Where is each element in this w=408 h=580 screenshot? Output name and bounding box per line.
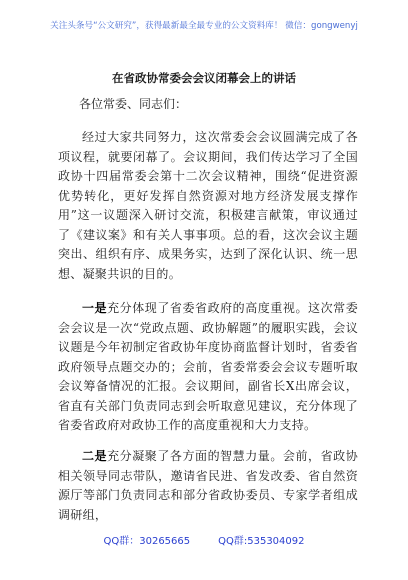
footer-contact: [0, 535, 408, 549]
paragraph-2: [58, 299, 358, 436]
paragraph-1: [58, 128, 358, 284]
footer-qq-group-2[interactable]: QQ群:535304092: [218, 536, 305, 547]
footer-qq-group-1[interactable]: QQ群：30265665: [103, 536, 191, 547]
paragraph-2-lead: 一是: [82, 301, 108, 315]
paragraph-3-text: 充分凝聚了各方面的智慧力量。会前，省政协相关领导同志带队，邀请省民进、省发改委、省自然资源厅等部门负责同志和部分省政协委员、专家学者组成调研组，: [58, 449, 358, 522]
header-promo-text: 关注头条号“公文研究”，获得最新最全最专业的公文资料库！ 微信：gongwenyj: [50, 21, 358, 31]
paragraph-1-text: 经过大家共同努力，这次常委会会议圆满完成了各项议程，就要闭幕了。会议期间，我们传达学习了全国政协十四届常委会第十二次会议精神，围绕“促进资源优势转化，更好发挥自然资源对地方经济发展支撑作用”这一议题深入研讨交流，积极建言献策，审议通过了《建议案》和有关人事事项。总的看，这次会议主题突出、组织有序、成果务实，达到了深化认识、统一思想、凝聚共识的目的。: [58, 130, 358, 281]
salutation: 各位常委、同志们：: [79, 97, 188, 111]
paragraph-3-lead: 二是: [82, 449, 108, 463]
document-title: 在省政协常委会会议闭幕会上的讲话: [112, 71, 296, 85]
paragraph-3: [58, 447, 358, 525]
paragraph-2-text: 充分体现了省委省政府的高度重视。这次常委会会议是一次“党政点题、政协解题”的履职实践，会议议题是今年初制定省政协年度协商监督计划时，省委省政府领导点题交办的；会前，省委常委会会议专题听取会议筹备情况的汇报。会议期间，副省长X出席会议，省直有关部门负责同志到会听取意见建议，充分体现了省委省政府对政协工作的高度重视和大力支持。: [58, 301, 358, 432]
